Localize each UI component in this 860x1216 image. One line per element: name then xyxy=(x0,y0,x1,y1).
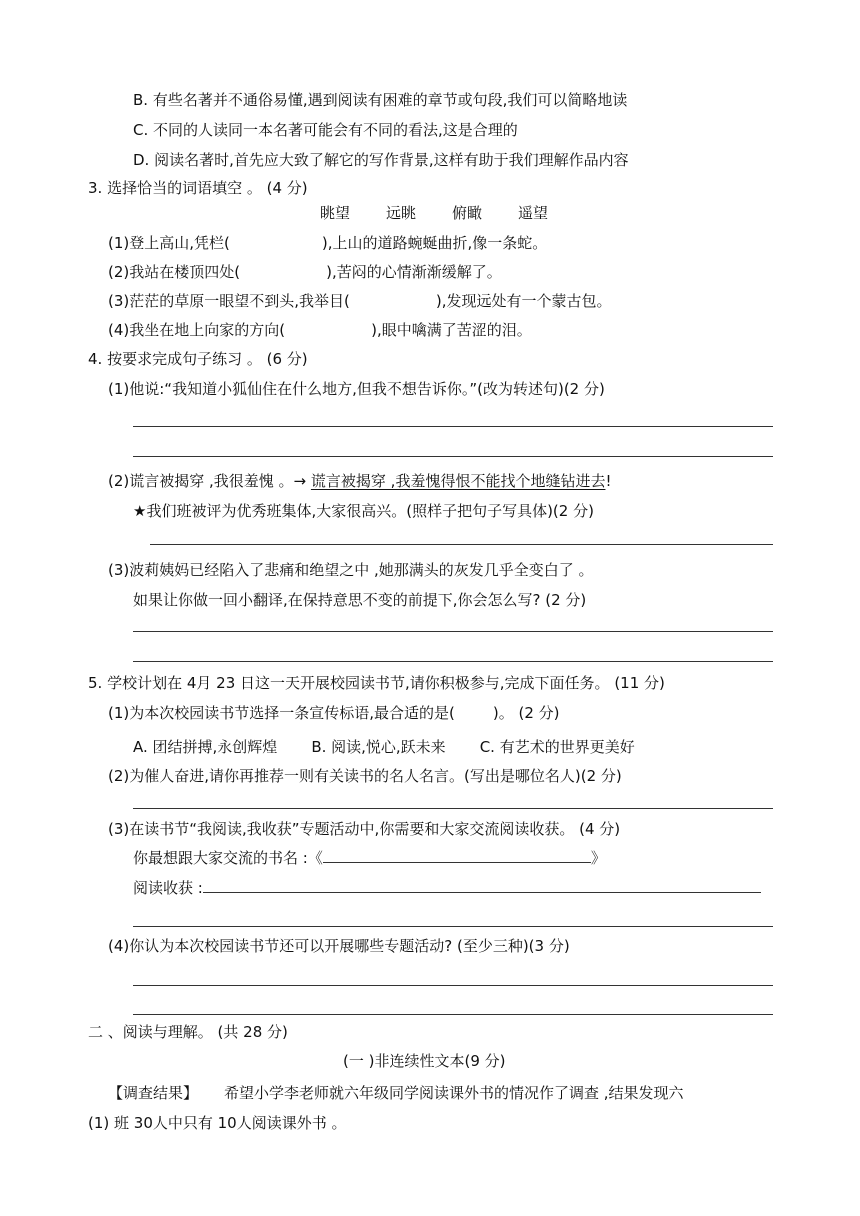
q5-gain-blank[interactable] xyxy=(203,878,761,893)
q3-item-1 xyxy=(108,233,547,253)
q3-item-4 xyxy=(108,320,532,340)
option-b: B. 有些名著并不通俗易懂,遇到阅读有困难的章节或句段,我们可以简略地读 xyxy=(133,91,628,109)
q4-s2-end: ! xyxy=(605,472,612,490)
survey-label: 【调查结果】 xyxy=(108,1084,199,1102)
word-bank xyxy=(320,203,548,223)
question-4-title: 4. 按要求完成句子练习 。 (6 分) xyxy=(88,350,308,368)
q3-item-2-pre: (2)我站在楼顶四处( xyxy=(108,263,241,281)
q5-part-1 xyxy=(108,703,560,723)
q3-item-1-post: ),上山的道路蜿蜒曲折,像一条蛇。 xyxy=(321,234,548,252)
q5-p1-text: (1)为本次校园读书节选择一条宣传标语,最合适的是( xyxy=(108,704,455,722)
q3-item-3-post: ),发现远处有一个蒙古包。 xyxy=(435,292,612,310)
option-c: C. 不同的人读同一本名著可能会有不同的看法,这是合理的 xyxy=(133,121,518,139)
q3-item-4-pre: (4)我坐在地上向家的方向( xyxy=(108,321,286,339)
q5-answer-line-2[interactable] xyxy=(133,808,773,809)
q5-gain-label: 阅读收获 : xyxy=(133,879,203,897)
q5-option-c: C. 有艺术的世界更美好 xyxy=(479,738,635,756)
q4-answer-line-2[interactable] xyxy=(150,544,773,545)
q4-sentence-2 xyxy=(108,471,611,491)
survey-paragraph-line-2: (1) 班 30人中只有 10人阅读课外书 。 xyxy=(88,1114,347,1132)
q5-book-blank[interactable] xyxy=(323,848,591,863)
q5-answer-line-4a[interactable] xyxy=(133,985,773,986)
q4-answer-line-3b[interactable] xyxy=(133,661,773,662)
option-d: D. 阅读名著时,首先应大致了解它的写作背景,这样有助于我们理解作品内容 xyxy=(133,151,629,169)
q5-part-3: (3)在读书节“我阅读,我收获”专题活动中,你需要和大家交流阅读收获。 (4 分) xyxy=(108,820,621,838)
section-2-subtitle: (一 )非连续性文本(9 分) xyxy=(343,1052,506,1070)
word-1: 眺望 xyxy=(320,204,351,222)
word-3: 俯瞰 xyxy=(452,204,483,222)
q4-answer-line-1a[interactable] xyxy=(133,426,773,427)
q5-part-2: (2)为催人奋进,请你再推荐一则有关读书的名人名言。(写出是哪位名人)(2 分) xyxy=(108,767,622,785)
q5-book-end: 》 xyxy=(590,849,606,867)
section-2-title: 二 、阅读与理解。 (共 28 分) xyxy=(88,1023,288,1041)
q5-answer-line-3[interactable] xyxy=(133,926,773,927)
q3-item-3-pre: (3)茫茫的草原一眼望不到头,我举目( xyxy=(108,292,350,310)
q5-answer-line-4b[interactable] xyxy=(133,1014,773,1015)
q5-p1-end: )。 (2 分) xyxy=(492,704,560,722)
q4-answer-line-3a[interactable] xyxy=(133,631,773,632)
word-2: 远眺 xyxy=(386,204,417,222)
q5-part-4: (4)你认为本次校园读书节还可以开展哪些专题活动? (至少三种)(3 分) xyxy=(108,937,570,955)
q4-s2-task: ★我们班被评为优秀班集体,大家很高兴。(照样子把句子写具体)(2 分) xyxy=(133,502,594,520)
q4-answer-line-1b[interactable] xyxy=(133,456,773,457)
q4-sentence-3: (3)波莉姨妈已经陷入了悲痛和绝望之中 ,她那满头的灰发几乎全变白了 。 xyxy=(108,561,594,579)
q4-s2-example: 谎言被揭穿 ,我羞愧得恨不能找个地缝钻进去 xyxy=(310,472,606,490)
q3-item-1-pre: (1)登上高山,凭栏( xyxy=(108,234,230,252)
q4-sentence-1: (1)他说:“我知道小狐仙住在什么地方,但我不想告诉你。”(改为转述句)(2 分) xyxy=(108,380,605,398)
question-3-title: 3. 选择恰当的词语填空 。 (4 分) xyxy=(88,179,308,197)
q3-item-2-post: ),苦闷的心情渐渐缓解了。 xyxy=(326,263,502,281)
q3-item-4-post: ),眼中噙满了苦涩的泪。 xyxy=(371,321,532,339)
q4-s3-task: 如果让你做一回小翻译,在保持意思不变的前提下,你会怎么写? (2 分) xyxy=(133,591,587,609)
q4-s2-original: (2)谎言被揭穿 ,我很羞愧 。→ xyxy=(108,472,307,490)
question-5-title: 5. 学校计划在 4月 23 日这一天开展校园读书节,请你积极参与,完成下面任务。 (11 分) xyxy=(88,674,665,692)
q5-option-b: B. 阅读,悦心,跃未来 xyxy=(311,738,446,756)
q3-item-2 xyxy=(108,262,502,282)
q5-reading-gain xyxy=(133,878,761,898)
q5-option-a: A. 团结拼搏,永创辉煌 xyxy=(133,738,278,756)
word-4: 遥望 xyxy=(518,204,549,222)
q5-p1-options xyxy=(133,737,635,757)
q3-item-3 xyxy=(108,291,612,311)
survey-paragraph-line-1 xyxy=(108,1083,684,1103)
q5-book-label: 你最想跟大家交流的书名 :《 xyxy=(133,849,323,867)
q5-book-name xyxy=(133,848,606,868)
survey-text-1: 希望小学李老师就六年级同学阅读课外书的情况作了调查 ,结果发现六 xyxy=(224,1084,684,1102)
